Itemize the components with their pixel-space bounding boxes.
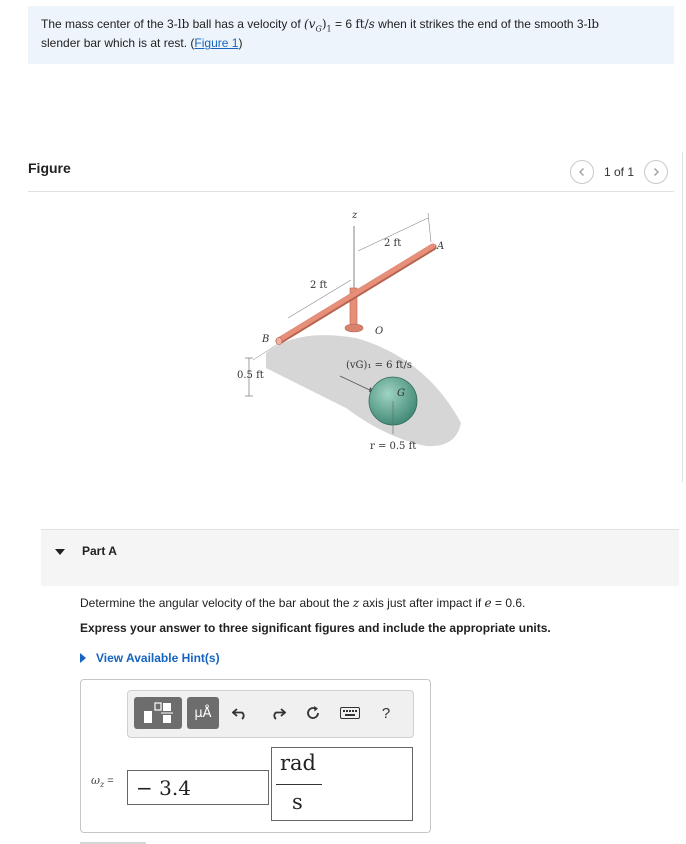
figure-diagram — [236, 208, 468, 458]
label-2ft-top: 2 ft — [384, 238, 402, 249]
templates-button[interactable] — [134, 697, 182, 729]
problem-text: slender bar which is at rest. ( — [41, 36, 195, 51]
label-A: A — [437, 241, 445, 252]
velocity-expression: $(v_G)_1$ — [304, 17, 332, 34]
unit-s: s — [368, 17, 375, 31]
label-z: z — [352, 210, 358, 221]
redo-icon — [270, 706, 286, 720]
undo-icon — [232, 706, 248, 720]
figure-divider — [28, 191, 674, 192]
chevron-left-icon — [577, 167, 587, 177]
help-button[interactable]: ? — [381, 704, 391, 722]
reset-icon — [304, 704, 322, 722]
label-2ft-left: 2 ft — [310, 280, 328, 291]
bar-ball-diagram — [236, 208, 468, 458]
unit-denominator: s — [292, 790, 303, 814]
unit-lb: lb — [177, 17, 190, 31]
figure-link[interactable]: Figure 1 — [194, 36, 239, 51]
view-hints-link[interactable]: View Available Hint(s) — [80, 651, 220, 665]
triangle-right-icon — [80, 653, 86, 663]
part-a-header[interactable] — [41, 530, 679, 586]
keyboard-button[interactable] — [337, 701, 363, 725]
redo-button[interactable] — [266, 701, 290, 725]
chevron-right-icon — [651, 167, 661, 177]
answer-unit-input[interactable] — [271, 747, 413, 821]
shadow — [266, 335, 461, 446]
next-figure-button[interactable] — [644, 160, 668, 184]
question-text: Determine the angular velocity of the bar about the z axis just after impact if e = 0.6. — [80, 596, 526, 610]
unit-lb: lb — [587, 17, 600, 31]
figure-pager — [570, 159, 668, 185]
answer-instruction: Express your answer to three significant figures and include the appropriate units. — [80, 621, 551, 635]
problem-text: when it strikes the end of the smooth 3- — [374, 17, 588, 31]
figure-title: Figure — [28, 160, 71, 176]
omega-label: $\omega_z$ = — [91, 774, 114, 790]
unit-ft: ft — [355, 17, 365, 31]
pivot-base — [345, 324, 363, 332]
label-radius: r = 0.5 ft — [370, 441, 417, 452]
label-O: O — [375, 326, 384, 337]
answer-value-input[interactable]: − 3.4 — [127, 770, 269, 805]
problem-text: The mass center of the 3- — [41, 17, 178, 31]
fraction-bar — [276, 784, 322, 785]
problem-text: = 6 — [331, 17, 356, 31]
caret-down-icon — [55, 549, 65, 555]
unit-numerator: rad — [280, 751, 317, 775]
panel-divider — [682, 152, 683, 482]
keyboard-icon — [340, 707, 360, 719]
previous-figure-button[interactable] — [570, 160, 594, 184]
label-G: G — [397, 388, 405, 399]
answer-panel — [80, 679, 431, 833]
label-B: B — [262, 334, 270, 345]
label-height: 0.5 ft — [237, 370, 264, 381]
pager-count: 1 of 1 — [604, 165, 635, 179]
problem-statement: The mass center of the 3-lb ball has a velocity of $(v_G)_1 = 6$ ft/s when it strikes the end of the smooth 3-lb slender bar which is at rest. (Figure 1) — [28, 6, 674, 64]
label-velocity: (vG)₁ = 6 ft/s — [346, 360, 412, 371]
units-button[interactable]: μÅ — [187, 697, 219, 729]
undo-button[interactable] — [228, 701, 252, 725]
math-toolbar — [127, 690, 414, 738]
reset-button[interactable] — [301, 701, 325, 725]
part-a-title: Part A — [82, 544, 117, 558]
problem-text: ball has a velocity of — [189, 17, 304, 31]
templates-icon — [141, 701, 175, 725]
